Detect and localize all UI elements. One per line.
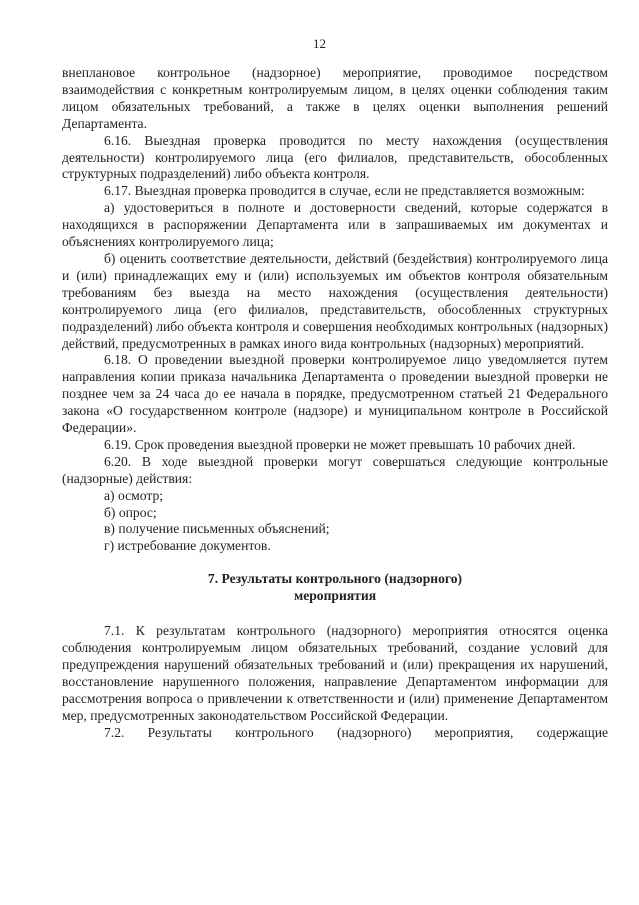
list-item-documents-request: г) истребование документов. [104,538,271,554]
paragraph-7-1: 7.1. К результатам контрольного (надзорного) мероприятия относятся оценка соблюдения контролируемым лицом обязательных требований, создание условий для предупреждения нарушений обязательных требований и (или) прекращения их нарушений, восстановление нарушенного положения, направление Департаментом информации для рассмотрения вопроса о привлечении к ответственности и (или) применение Департаментом мер, предусмотренных законодательством Российской Федерации. [62,623,608,723]
paragraph-6-17: 6.17. Выездная проверка проводится в случае, если не представляется возможным: [104,183,585,199]
paragraph-6-18: 6.18. О проведении выездной проверки контролируемое лицо уведомляется путем направления копии приказа начальника Департамента о проведении выездной проверки не позднее чем за 24 часа до ее начала в порядке, предусмотренном статьей 21 Федерального закона «О государственном контроле (надзоре) и муниципальном контроле в Российской Федерации». [62,352,608,436]
paragraph-6-20: 6.20. В ходе выездной проверки могут совершаться следующие контрольные (надзорные) действия: [62,453,608,486]
paragraph-6-17-b: б) оценить соответствие деятельности, действий (бездействия) контролируемого лица и (или) принадлежащих ему и (или) используемых им объектов контроля обязательным требованиям без выезда на место нахождения (осуществления деятельности) контролируемого лица (его филиалов, представительств, обособленных структурных подразделений) либо объекта контроля и совершения необходимых контрольных (надзорных) действий, предусмотренных в рамках иного вида контрольных (надзорных) мероприятий. [62,250,608,351]
page-number: 12 [313,36,326,51]
paragraph-6-19: 6.19. Срок проведения выездной проверки не может превышать 10 рабочих дней. [104,436,576,452]
paragraph-7-2: 7.2. Результаты контрольного (надзорного) мероприятия, содержащие [104,724,608,740]
list-item-survey: б) опрос; [104,504,157,520]
paragraph-continuation: внеплановое контрольное (надзорное) мероприятие, проводимое посредством взаимодействия с конкретным контролируемым лицом, в целях оценки соблюдения таким лицом обязательных требований, а также в целях оценки выполнения решений Департамента. [62,65,608,131]
section-heading [62,571,608,605]
list-item-inspection: а) осмотр; [104,487,164,503]
paragraph-6-17-a: а) удостовериться в полноте и достоверности сведений, которые содержатся в находящихся в распоряжении Департамента или в запрашиваемых им документах и объяснениях контролируемого лица; [62,200,608,250]
section-heading-line2: мероприятия [293,588,377,604]
list-item-written-explanations: в) получение письменных объяснений; [104,521,330,537]
document-body [62,65,608,741]
section-heading-line1: 7. Результаты контрольного (надзорного) [207,571,463,587]
paragraph-6-16: 6.16. Выездная проверка проводится по месту нахождения (осуществления деятельности) контролируемого лица (его филиалов, представительств, обособленных структурных подразделений) либо объекта контроля. [62,132,608,182]
